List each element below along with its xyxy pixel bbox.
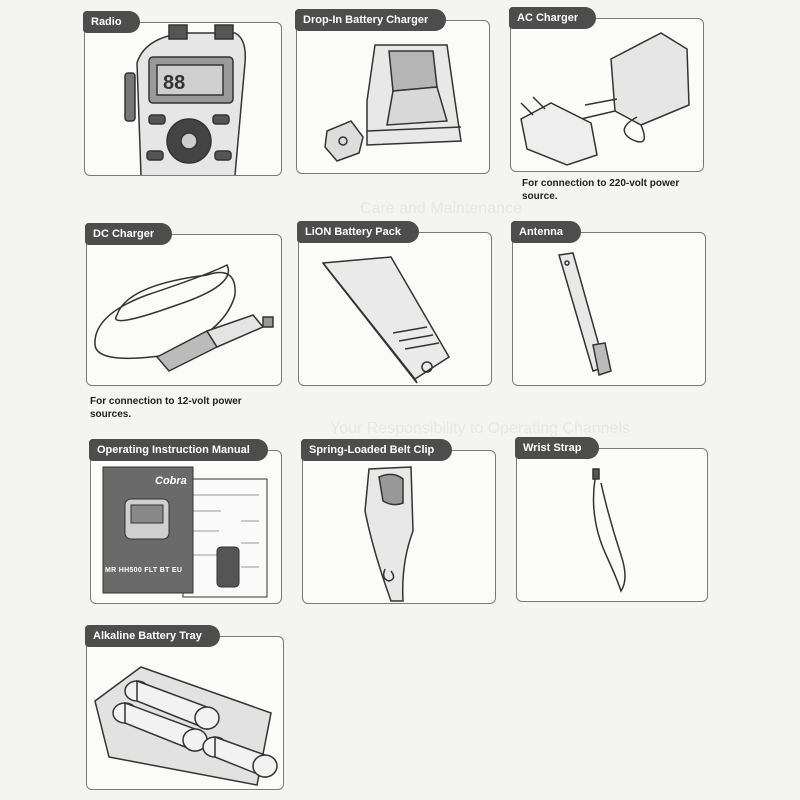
ac-charger-illustration xyxy=(511,19,703,171)
ac-charger-caption: For connection to 220-volt power source. xyxy=(522,178,680,202)
manual-cover-title: MR HH500 FLT BT EU xyxy=(105,567,183,574)
antenna-label: Antenna xyxy=(511,221,581,243)
dc-charger-caption: For connection to 12-volt power sources. xyxy=(90,396,242,420)
dc-charger-label: DC Charger xyxy=(85,223,172,245)
belt-clip-label: Spring-Loaded Belt Clip xyxy=(301,439,452,461)
antenna-illustration xyxy=(513,233,705,385)
drop-in-charger-label: Drop-In Battery Charger xyxy=(295,9,446,31)
dc-charger-card xyxy=(86,228,282,386)
svg-text:88: 88 xyxy=(163,72,186,94)
wrist-strap-label: Wrist Strap xyxy=(515,437,599,459)
radio-card xyxy=(84,16,282,176)
manual-illustration xyxy=(91,451,281,603)
manual-label: Operating Instruction Manual xyxy=(89,439,268,461)
drop-in-charger-illustration xyxy=(297,21,489,173)
manual-brand: Cobra xyxy=(155,475,187,487)
manual-card xyxy=(90,444,282,604)
battery-tray-illustration xyxy=(87,637,283,789)
ac-charger-label: AC Charger xyxy=(509,7,596,29)
lion-battery-card xyxy=(298,226,492,386)
belt-clip-card xyxy=(302,444,496,604)
radio-illustration xyxy=(85,23,281,175)
lion-battery-illustration xyxy=(299,233,491,385)
radio-label: Radio xyxy=(83,11,140,33)
ac-charger-card xyxy=(510,12,704,172)
wrist-strap-illustration xyxy=(517,449,707,601)
belt-clip-illustration xyxy=(303,451,495,603)
battery-tray-card xyxy=(86,630,284,790)
lion-battery-label: LiON Battery Pack xyxy=(297,221,419,243)
antenna-card xyxy=(512,226,706,386)
wrist-strap-card xyxy=(516,442,708,602)
battery-tray-label: Alkaline Battery Tray xyxy=(85,625,220,647)
dc-charger-illustration xyxy=(87,235,281,385)
drop-in-charger-card xyxy=(296,14,490,174)
